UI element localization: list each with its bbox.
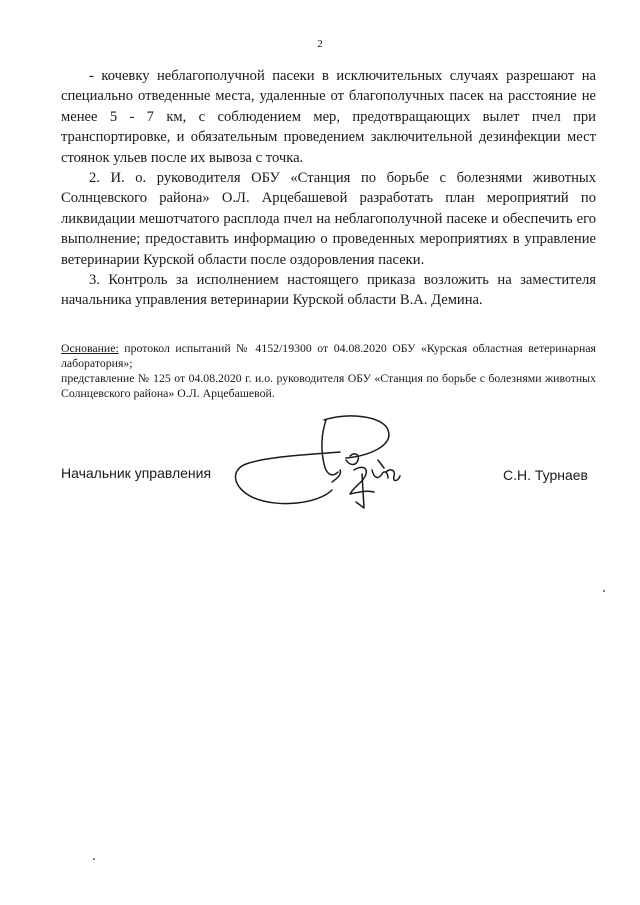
signatory-position: Начальник управления: [61, 465, 212, 481]
paragraph-item-2: 2. И. о. руководителя ОБУ «Станция по борьбе с болезнями животных Солнцевского района» О.Л. Арцебашевой разработать план мероприятий по ликвидации мешотчатого расплода пчел на неблагополучной пасеке и обеспечить его выполнение; предоставить информацию о проведенных мероприятиях в управление ветеринарии Курской области после оздоровления пасеки.: [61, 170, 596, 268]
scan-speck: [93, 858, 95, 860]
basis-protocol: протокол испытаний № 4152/19300 от 04.08.2020 ОБУ «Курская областная ветеринарная лаборатория»;: [61, 341, 596, 370]
signatory-name: С.Н. Турнаев: [502, 467, 588, 483]
paragraph-item-3: 3. Контроль за исполнением настоящего приказа возложить на заместителя начальника управления ветеринарии Курской области В.А. Демина.: [61, 272, 596, 309]
page-number: 2: [317, 38, 323, 50]
basis-line-1: [61, 341, 596, 371]
paragraph-nomadic-apiary: - кочевку неблагополучной пасеки в исключительных случаях разрешают на специально отведенные места, удаленные от благополучных пасек на расстояние не менее 5 - 7 км, с соблюдением мер, предотвращающих вылет пчел при транспортировке, и обязательным проведением заключительной дезинфекции мест стоянок ульев после их вывоза с точка.: [61, 68, 596, 166]
handwritten-signature: [228, 412, 413, 522]
scan-speck: [603, 590, 605, 592]
basis-label: Основание:: [61, 341, 119, 355]
order-body: [61, 66, 596, 311]
basis-block: [61, 341, 596, 401]
basis-line-2: представление № 125 от 04.08.2020 г. и.о. руководителя ОБУ «Станция по борьбе с болезнями животных Солнцевского района» О.Л. Арцебашевой.: [61, 371, 596, 400]
